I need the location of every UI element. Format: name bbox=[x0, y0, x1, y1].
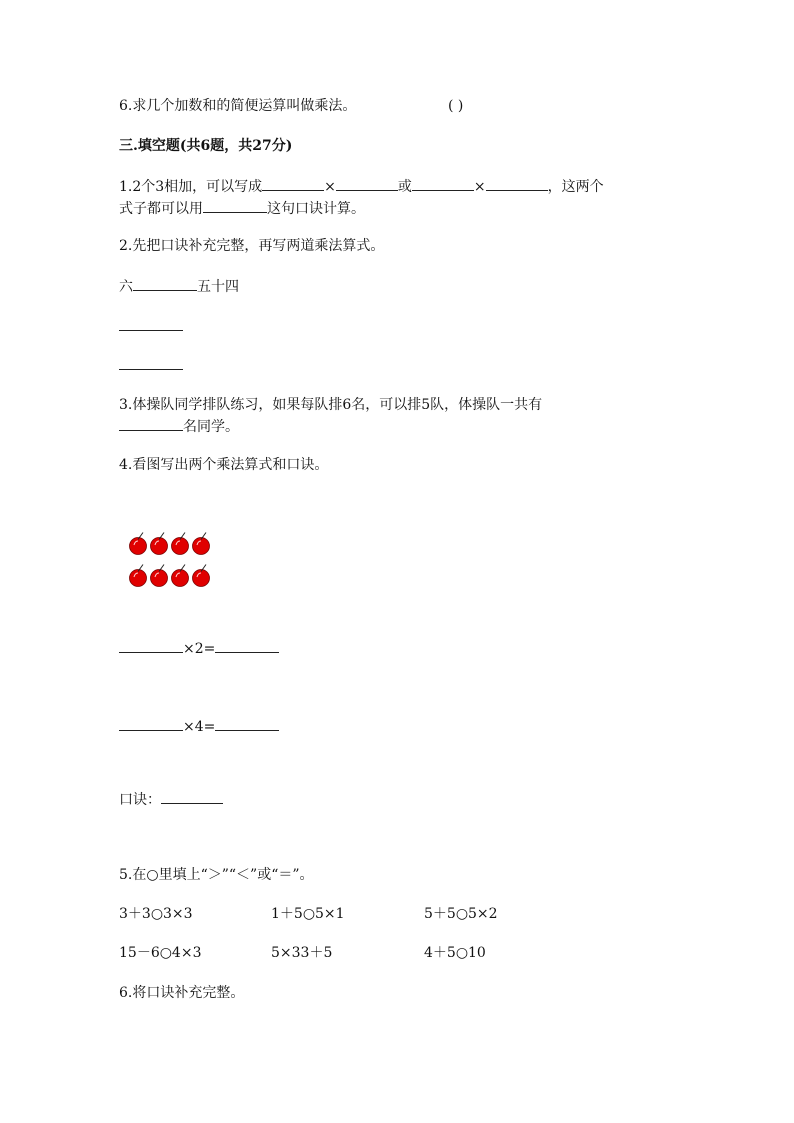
compare-item: 15－6○4×3 bbox=[119, 945, 202, 961]
answer-blank[interactable] bbox=[119, 416, 183, 431]
equation-line-2 bbox=[119, 355, 183, 376]
koujue-answer-line bbox=[119, 789, 223, 810]
compare-item: 1＋5○5×1 bbox=[271, 906, 345, 922]
q3-suffix: 名同学。 bbox=[183, 419, 239, 435]
compare-item: 3＋3○3×3 bbox=[119, 906, 193, 922]
judge-question-6: 6.求几个加数和的简便运算叫做乘法。 bbox=[119, 98, 357, 114]
apple-icon bbox=[130, 533, 147, 555]
answer-blank[interactable] bbox=[262, 176, 324, 191]
equation-1 bbox=[119, 638, 279, 659]
apple-icon bbox=[172, 565, 189, 587]
times-sign: × bbox=[473, 179, 486, 195]
equation-line-1 bbox=[119, 316, 183, 337]
answer-blank[interactable] bbox=[203, 198, 267, 213]
answer-blank[interactable] bbox=[119, 316, 183, 331]
answer-blank[interactable] bbox=[119, 638, 183, 653]
koujue-left: 六 bbox=[119, 279, 133, 295]
apples-picture bbox=[128, 530, 212, 590]
apple-icon bbox=[151, 533, 168, 555]
apple-icon bbox=[130, 565, 147, 587]
answer-blank[interactable] bbox=[133, 276, 197, 291]
answer-blank[interactable] bbox=[215, 716, 279, 731]
answer-blank[interactable] bbox=[119, 716, 183, 731]
answer-blank[interactable] bbox=[486, 176, 548, 191]
q1-line2-prefix: 式子都可以用 bbox=[119, 201, 203, 217]
fill-question-6: 6.将口诀补充完整。 bbox=[119, 985, 245, 1001]
answer-blank[interactable] bbox=[161, 789, 223, 804]
koujue-label: 口诀： bbox=[119, 792, 161, 808]
compare-item: 5×33＋5 bbox=[271, 945, 333, 961]
fill-question-4: 4.看图写出两个乘法算式和口诀。 bbox=[119, 457, 329, 473]
q1-prefix: 1.2个3相加，可以写成 bbox=[119, 179, 263, 195]
apple-icon bbox=[193, 533, 210, 555]
q1-line2-suffix: 这句口诀计算。 bbox=[267, 201, 365, 217]
equation-2 bbox=[119, 716, 279, 737]
answer-blank[interactable] bbox=[215, 638, 279, 653]
fill-question-3: 3.体操队同学排队练习，如果每队排6名，可以排5队，体操队一共有 bbox=[119, 397, 543, 413]
apple-icon bbox=[193, 565, 210, 587]
answer-blank[interactable] bbox=[412, 176, 474, 191]
apple-icon bbox=[151, 565, 168, 587]
koujue-line bbox=[119, 276, 239, 297]
compare-item: 4＋5○10 bbox=[424, 945, 486, 961]
eq1-text: ×2= bbox=[183, 641, 216, 657]
times-sign: × bbox=[324, 179, 336, 195]
answer-parentheses[interactable]: ( ) bbox=[448, 98, 464, 114]
eq2-text: ×4= bbox=[183, 719, 216, 735]
fill-question-1-line1 bbox=[119, 176, 604, 197]
koujue-right: 五十四 bbox=[197, 279, 239, 295]
section-title: 三.填空题(共6题，共27分) bbox=[119, 138, 293, 154]
answer-blank[interactable] bbox=[119, 355, 183, 370]
q1-suffix: ，这两个 bbox=[547, 179, 604, 195]
fill-question-1-line2 bbox=[119, 198, 365, 219]
apple-icon bbox=[172, 533, 189, 555]
answer-blank[interactable] bbox=[336, 176, 398, 191]
fill-question-5: 5.在○里填上“＞”“＜”或“＝”。 bbox=[119, 867, 314, 883]
or-word: 或 bbox=[397, 179, 412, 195]
compare-item: 5＋5○5×2 bbox=[424, 906, 498, 922]
fill-question-2: 2.先把口诀补充完整，再写两道乘法算式。 bbox=[119, 238, 385, 254]
fill-question-3-line2 bbox=[119, 416, 239, 437]
